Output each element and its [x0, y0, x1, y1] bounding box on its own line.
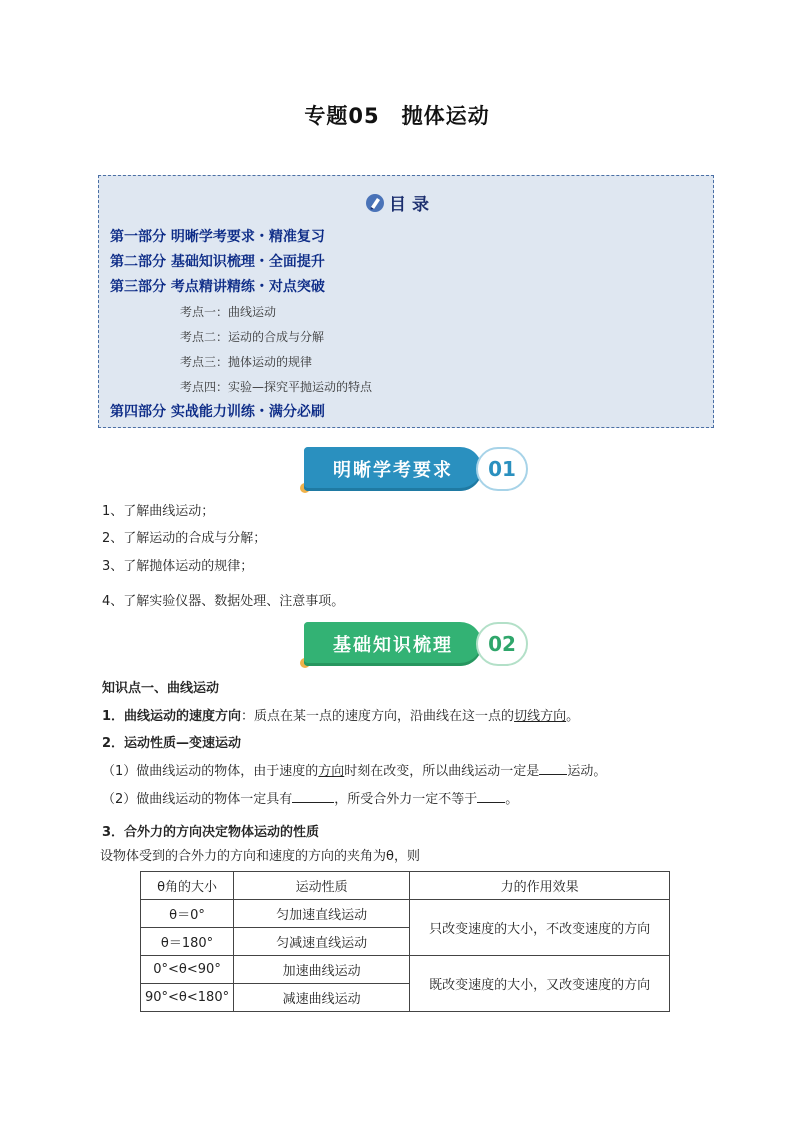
section-banner-2	[300, 620, 530, 670]
table-cell: θ＝180°	[141, 928, 234, 956]
point-text: 时刻在改变，所以曲线运动一定是	[344, 764, 540, 779]
table-cell: 匀加速直线运动	[234, 900, 410, 928]
page-title: 专题05 抛体运动	[304, 104, 490, 128]
knowledge-point-3: 3．合外力的方向决定物体运动的性质	[102, 825, 320, 840]
table-cell: 匀减速直线运动	[234, 928, 410, 956]
requirement-3: 3、了解抛体运动的规律；	[102, 559, 254, 574]
knowledge-point-1	[102, 705, 579, 724]
point-end: 。	[505, 792, 519, 807]
table-cell: 减速曲线运动	[234, 984, 410, 1012]
knowledge-point-2a	[102, 760, 606, 779]
toc-heading-text: 目 录	[389, 195, 429, 215]
filled-blank: 切线方向	[514, 709, 567, 724]
table-header-row	[141, 872, 670, 900]
table-cell: θ＝0°	[141, 900, 234, 928]
table-row	[141, 956, 670, 984]
table-header: 运动性质	[234, 872, 410, 900]
table-cell: 0°<θ<90°	[141, 956, 234, 984]
answer-blank[interactable]	[477, 789, 505, 803]
toc-sub-1[interactable]: 考点一：曲线运动	[180, 305, 277, 319]
point-text: ：质点在某一点的速度方向，沿曲线在这一点的	[241, 709, 515, 724]
requirement-1: 1、了解曲线运动；	[102, 504, 215, 519]
answer-blank[interactable]	[292, 789, 334, 803]
point-label: 1．曲线运动的速度方向	[102, 709, 242, 724]
toc-part-2[interactable]: 第二部分 基础知识梳理・全面提升	[110, 254, 325, 270]
knowledge-point-3-text: 设物体受到的合外力的方向和速度的方向的夹角为θ，则	[100, 849, 420, 864]
table-header: 力的作用效果	[410, 872, 670, 900]
toc-sub-4[interactable]: 考点四：实验—探究平抛运动的特点	[180, 380, 373, 394]
section-banner-1	[300, 445, 530, 495]
knowledge-point-2: 2．运动性质—变速运动	[102, 736, 242, 751]
point-end: 。	[566, 709, 580, 724]
table-cell: 只改变速度的大小，不改变速度的方向	[410, 900, 670, 956]
pen-icon	[365, 193, 385, 218]
requirement-2: 2、了解运动的合成与分解；	[102, 531, 267, 546]
requirement-4: 4、了解实验仪器、数据处理、注意事项。	[102, 594, 345, 609]
table-header: θ角的大小	[141, 872, 234, 900]
banner-label: 明晰学考要求	[304, 447, 482, 491]
point-text: （2）做曲线运动的物体一定具有	[102, 792, 293, 807]
knowledge-point-2b	[102, 788, 518, 807]
point-text: （1）做曲线运动的物体，由于速度的	[102, 764, 319, 779]
banner-number: 02	[476, 622, 528, 666]
answer-blank[interactable]	[539, 761, 567, 775]
point-text: ，所受合外力一定不等于	[334, 792, 478, 807]
point-end: 运动。	[567, 764, 607, 779]
table-row	[141, 900, 670, 928]
underlined-word: 方向	[318, 764, 345, 779]
table-cell: 既改变速度的大小，又改变速度的方向	[410, 956, 670, 1012]
toc-part-3[interactable]: 第三部分 考点精讲精练・对点突破	[110, 279, 325, 295]
toc-part-4[interactable]: 第四部分 实战能力训练・满分必刷	[110, 404, 325, 420]
knowledge-heading: 知识点一、曲线运动	[102, 681, 220, 696]
toc-part-1[interactable]: 第一部分 明晰学考要求・精准复习	[110, 229, 325, 245]
banner-number: 01	[476, 447, 528, 491]
toc-sub-2[interactable]: 考点二：运动的合成与分解	[180, 330, 325, 344]
toc-heading	[0, 190, 794, 218]
table-cell: 90°<θ<180°	[141, 984, 234, 1012]
angle-effect-table	[140, 871, 670, 1012]
table-cell: 加速曲线运动	[234, 956, 410, 984]
toc-sub-3[interactable]: 考点三：抛体运动的规律	[180, 355, 313, 369]
banner-label: 基础知识梳理	[304, 622, 482, 666]
